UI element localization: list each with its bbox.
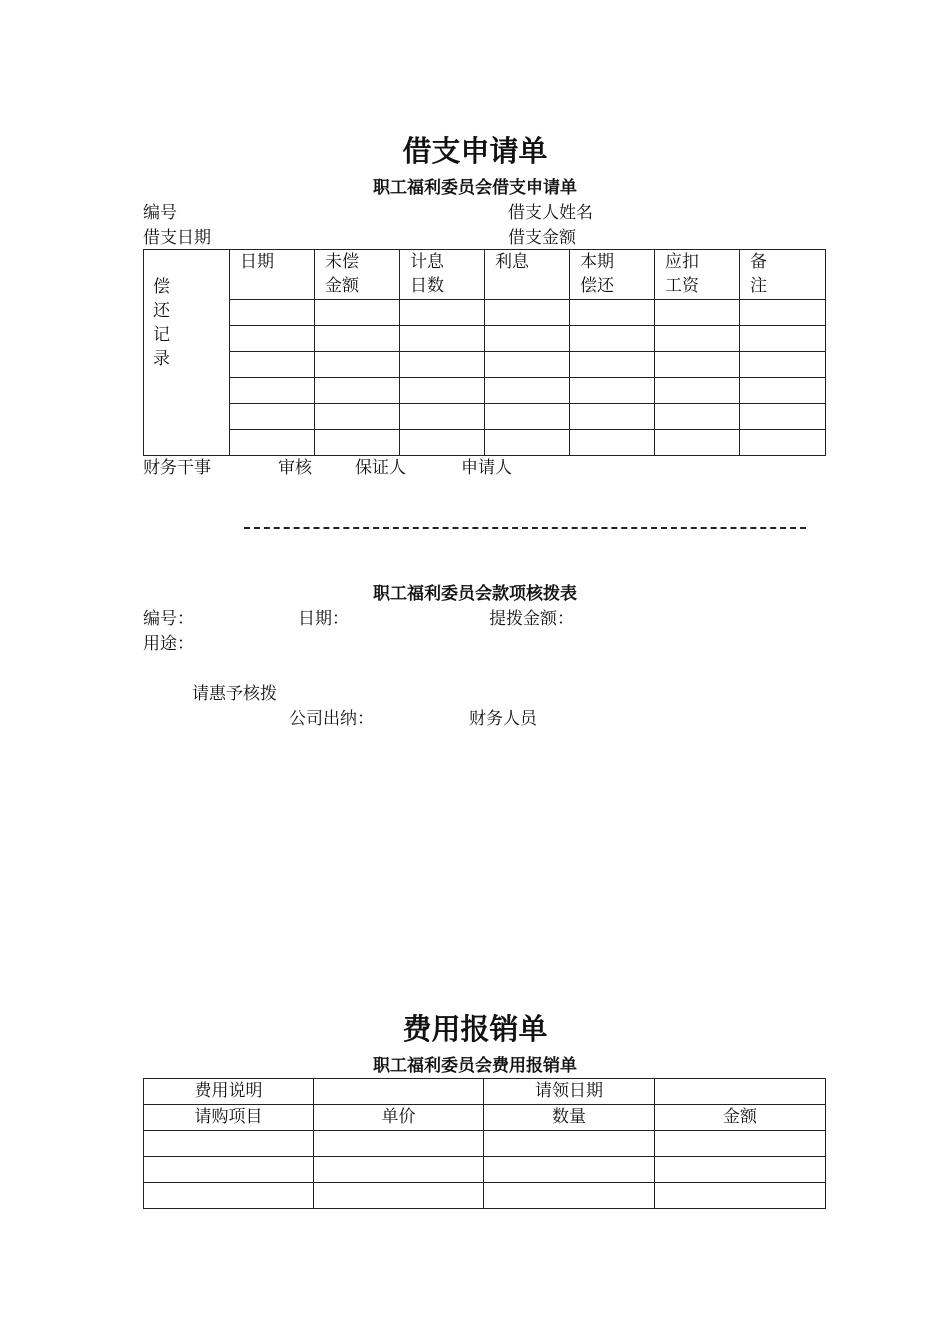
table-cell[interactable] (485, 378, 570, 404)
column-header-line: 未偿 (325, 252, 359, 272)
table-row (144, 300, 826, 326)
table-cell[interactable] (230, 430, 315, 456)
table-cell[interactable] (740, 404, 826, 430)
table-cell[interactable] (570, 352, 655, 378)
table-cell[interactable] (230, 404, 315, 430)
repayment-record-side-label (144, 250, 230, 456)
table-cell[interactable] (314, 1131, 484, 1157)
column-header-line: 计息 (410, 252, 444, 272)
loan-amount-label: 借支金额 (508, 228, 576, 248)
column-header-line: 应扣 (665, 252, 699, 272)
table-cell[interactable] (230, 326, 315, 352)
table-cell[interactable] (400, 352, 485, 378)
table-cell[interactable] (400, 326, 485, 352)
column-header-line: 日数 (410, 276, 444, 296)
column-header-line: 日期 (240, 252, 274, 272)
table-cell[interactable] (485, 300, 570, 326)
column-header-line: 金额 (325, 276, 359, 296)
approval-number-label: 编号： (143, 609, 194, 629)
column-header (315, 250, 400, 300)
table-cell[interactable] (400, 430, 485, 456)
signature-guarantor: 保证人 (355, 458, 406, 478)
cut-separator-line (244, 527, 806, 529)
table-cell[interactable] (655, 1157, 826, 1183)
side-label-char: 偿 (153, 277, 170, 297)
table-cell[interactable] (570, 404, 655, 430)
table-cell[interactable] (144, 1183, 314, 1209)
expense-info-cell[interactable] (314, 1079, 484, 1105)
table-cell[interactable] (315, 404, 400, 430)
table-cell[interactable] (485, 404, 570, 430)
table-cell[interactable] (485, 430, 570, 456)
loan-applicant-name-label: 借支人姓名 (508, 203, 593, 223)
column-header: 单价 (314, 1105, 484, 1131)
column-header-line: 偿还 (580, 276, 614, 296)
table-cell[interactable] (570, 300, 655, 326)
table-cell[interactable] (655, 430, 740, 456)
table-cell[interactable] (484, 1157, 655, 1183)
table-cell[interactable] (314, 1157, 484, 1183)
table-cell[interactable] (144, 1131, 314, 1157)
table-cell[interactable] (655, 1183, 826, 1209)
table-cell[interactable] (315, 378, 400, 404)
table-cell[interactable] (740, 300, 826, 326)
approval-purpose-label: 用途： (143, 634, 194, 654)
table-row (144, 1131, 826, 1157)
table-row (144, 430, 826, 456)
table-cell[interactable] (740, 352, 826, 378)
table-cell[interactable] (655, 352, 740, 378)
table-cell[interactable] (314, 1183, 484, 1209)
table-cell[interactable] (655, 300, 740, 326)
expense-info-cell[interactable] (655, 1079, 826, 1105)
table-cell[interactable] (484, 1131, 655, 1157)
table-cell[interactable] (315, 326, 400, 352)
signature-review: 审核 (278, 458, 312, 478)
table-cell[interactable] (570, 430, 655, 456)
table-row (144, 1157, 826, 1183)
column-header: 数量 (484, 1105, 655, 1131)
column-header-line: 工资 (665, 276, 699, 296)
table-cell[interactable] (230, 300, 315, 326)
column-header (570, 250, 655, 300)
approval-subtitle: 职工福利委员会款项核拨表 (373, 584, 577, 604)
table-cell[interactable] (315, 352, 400, 378)
table-cell[interactable] (484, 1183, 655, 1209)
table-cell[interactable] (144, 1157, 314, 1183)
table-cell[interactable] (655, 378, 740, 404)
table-cell[interactable] (655, 1131, 826, 1157)
loan-title: 借支申请单 (402, 134, 548, 168)
column-header-line: 注 (750, 276, 767, 296)
table-cell[interactable] (315, 300, 400, 326)
table-cell[interactable] (570, 326, 655, 352)
signature-applicant: 申请人 (461, 458, 512, 478)
approval-finance-label: 财务人员 (469, 709, 537, 729)
table-cell[interactable] (230, 378, 315, 404)
approval-cashier-label: 公司出纳： (289, 709, 374, 729)
table-cell[interactable] (740, 378, 826, 404)
approval-request-text: 请惠予核拨 (192, 684, 277, 704)
column-header-line: 本期 (580, 252, 614, 272)
expense-info-cell: 费用说明 (144, 1079, 314, 1105)
side-label-char: 录 (153, 349, 170, 369)
table-cell[interactable] (485, 326, 570, 352)
table-cell[interactable] (655, 326, 740, 352)
expense-subtitle: 职工福利委员会费用报销单 (373, 1056, 577, 1076)
loan-number-label: 编号 (143, 203, 177, 223)
column-header: 金额 (655, 1105, 826, 1131)
table-cell[interactable] (570, 378, 655, 404)
table-cell[interactable] (315, 430, 400, 456)
loan-subtitle: 职工福利委员会借支申请单 (373, 178, 577, 198)
table-row (144, 378, 826, 404)
table-cell[interactable] (485, 352, 570, 378)
table-cell[interactable] (740, 326, 826, 352)
table-header-row (144, 1105, 826, 1131)
column-header (400, 250, 485, 300)
side-label-char: 还 (153, 301, 170, 321)
table-cell[interactable] (655, 404, 740, 430)
table-cell[interactable] (400, 300, 485, 326)
table-cell[interactable] (400, 404, 485, 430)
column-header-line: 备 (750, 252, 767, 272)
column-header-line: 利息 (495, 252, 529, 272)
expense-title: 费用报销单 (402, 1012, 548, 1046)
table-cell[interactable] (230, 352, 315, 378)
table-cell[interactable] (740, 430, 826, 456)
expense-info-row (144, 1079, 826, 1105)
table-row (144, 326, 826, 352)
side-label-char: 记 (153, 325, 170, 345)
approval-date-label: 日期： (298, 609, 349, 629)
approval-amount-label: 提拨金额： (489, 609, 574, 629)
loan-date-label: 借支日期 (143, 228, 211, 248)
column-header (485, 250, 570, 300)
expense-reimbursement-table (143, 1078, 826, 1209)
expense-info-cell: 请领日期 (484, 1079, 655, 1105)
signature-finance-officer: 财务干事 (143, 458, 211, 478)
table-header-row (144, 250, 826, 300)
table-row (144, 404, 826, 430)
column-header (655, 250, 740, 300)
column-header (230, 250, 315, 300)
table-cell[interactable] (400, 378, 485, 404)
table-row (144, 1183, 826, 1209)
column-header (740, 250, 826, 300)
table-row (144, 352, 826, 378)
column-header: 请购项目 (144, 1105, 314, 1131)
repayment-record-table (143, 249, 826, 456)
